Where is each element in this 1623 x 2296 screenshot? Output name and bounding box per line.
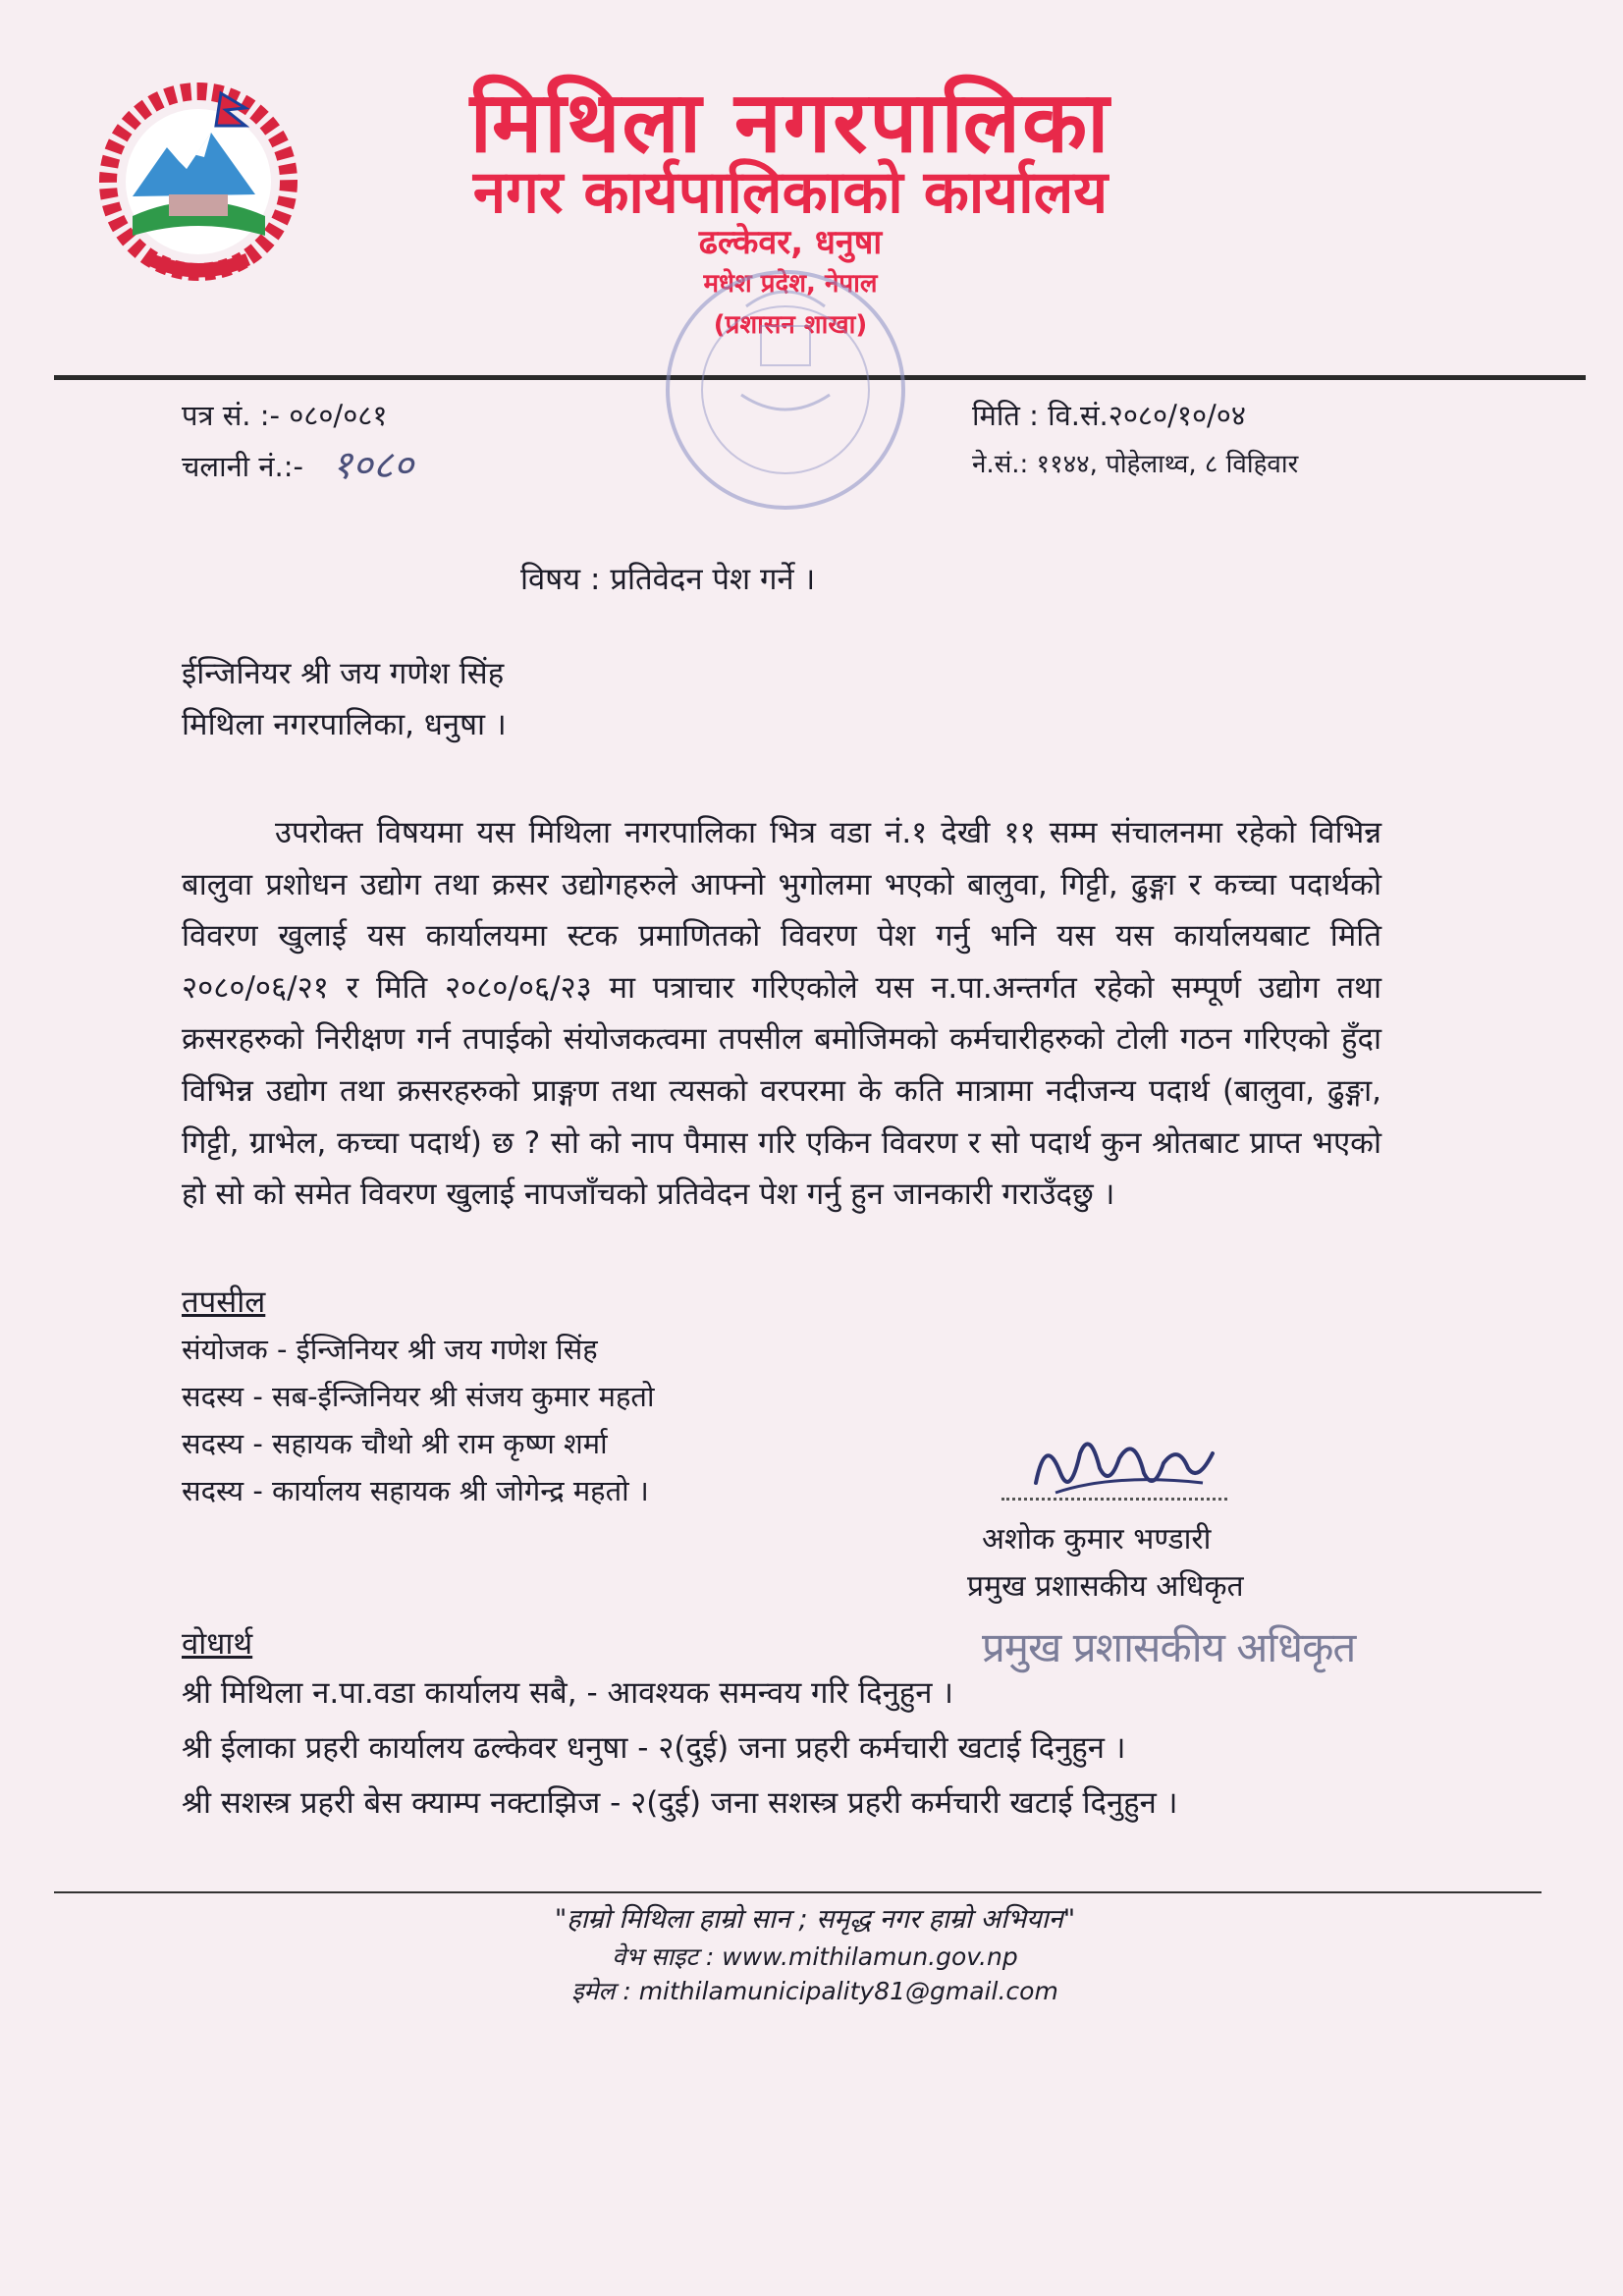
footer-slogan: "हाम्रो मिथिला हाम्रो सान ; समृद्ध नगर हाम्रो अभियान"	[554, 1904, 1076, 1935]
nepal-emblem-icon	[88, 79, 309, 290]
nepal-samvat-date: ने.सं.: ११४४, पोहेलाथ्व, ८ विहिवार	[972, 450, 1299, 479]
team-member: सदस्य - सहायक चौथो श्री राम कृष्ण शर्मा	[182, 1427, 608, 1460]
team-heading: तपसील	[182, 1285, 266, 1320]
office-location: ढल्केवर, धनुषा	[698, 223, 883, 262]
addressee-name: ईन्जिनियर श्री जय गणेश सिंह	[182, 656, 505, 691]
municipality-title: मिथिला नगरपालिका	[469, 73, 1111, 172]
signature-line	[1001, 1498, 1227, 1501]
letter-date: मिति : वि.सं.२०८०/१०/०४	[972, 399, 1246, 432]
office-subtitle: नगर कार्यपालिकाको कार्यालय	[472, 158, 1109, 227]
office-province: मधेश प्रदेश, नेपाल	[703, 269, 878, 299]
letter-body	[182, 807, 1381, 1221]
team-member: सदस्य - कार्यालय सहायक श्री जोगेन्द्र महतो ।	[182, 1474, 649, 1507]
footer-website: वेभ साइट : www.mithilamun.gov.np	[612, 1942, 1018, 1971]
cc-item: श्री सशस्त्र प्रहरी बेस क्याम्प नक्टाझिज - २(दुई) जना सशस्त्र प्रहरी कर्मचारी खटाई दिनुहुन ।	[182, 1785, 1178, 1821]
cc-item: श्री मिथिला न.पा.वडा कार्यालय सबै, - आवश्यक समन्वय गरि दिनुहुन ।	[182, 1675, 954, 1711]
office-seal-stamp	[648, 257, 923, 522]
team-member: सदस्य - सब-ईन्जिनियर श्री संजय कुमार महतो	[182, 1380, 655, 1413]
cc-item: श्री ईलाका प्रहरी कार्यालय ढल्केवर धनुषा - २(दुई) जना प्रहरी कर्मचारी खटाई दिनुहुन ।	[182, 1730, 1126, 1766]
team-member: संयोजक - ईन्जिनियर श्री जय गणेश सिंह	[182, 1333, 598, 1366]
letter-subject: विषय : प्रतिवेदन पेश गर्ने ।	[520, 562, 816, 597]
office-branch: (प्रशासन शाखा)	[713, 310, 868, 340]
cc-heading: वोधार्थ	[182, 1626, 253, 1662]
signatory-name: अशोक कुमार भण्डारी	[982, 1522, 1212, 1557]
signatory-title: प्रमुख प्रशासकीय अधिकृत	[967, 1569, 1244, 1604]
dispatch-number-label: चलानी नं.:-	[182, 450, 303, 483]
letter-number: पत्र सं. :- ०८०/०८१	[182, 399, 388, 432]
addressee-office: मिथिला नगरपालिका, धनुषा ।	[182, 707, 507, 742]
footer-email: इमेल : mithilamunicipality81@gmail.com	[571, 1977, 1058, 2005]
footer-divider	[54, 1891, 1542, 1893]
designation-stamp: प्रमुख प्रशासकीय अधिकृत	[982, 1623, 1356, 1671]
body-paragraph: उपरोक्त विषयमा यस मिथिला नगरपालिका भित्र वडा नं.१ देखी ११ सम्म संचालनमा रहेको विभिन्न बालुवा प्रशोधन उद्योग तथा क्रसर उद्योगहरुले आफ्नो भुगोलमा भएको बालुवा, गिट्टी, ढुङ्गा र कच्चा पदार्थको विवरण खुलाई यस कार्यालयमा स्टक प्रमाणितको विवरण पेश गर्नु भनि यस यस कार्यालयबाट मिति २०८०/०६/२१ र मिति २०८०/०६/२३ मा पत्राचार गरिएकोले यस न.पा.अन्तर्गत रहेको सम्पूर्ण उद्योग तथा क्रसरहरुको निरीक्षण गर्न तपाईको संयोजकत्वमा तपसील बमोजिमको कर्मचारीहरुको टोली गठन गरिएको हुँदा विभिन्न उद्योग तथा क्रसरहरुको प्राङ्गण तथा त्यसको वरपरमा के कति मात्रामा नदीजन्य पदार्थ (बालुवा, ढुङ्गा, गिट्टी, ग्राभेल, कच्चा पदार्थ) छ ? सो को नाप पैमास गरि एकिन विवरण र सो पदार्थ कुन श्रोतबाट प्राप्त भएको हो सो को समेत विवरण खुलाई नापजाँचको प्रतिवेदन पेश गर्नु हुन जानकारी गराउँदछु ।	[182, 815, 1381, 1213]
dispatch-number-value: १०८०	[332, 443, 414, 488]
